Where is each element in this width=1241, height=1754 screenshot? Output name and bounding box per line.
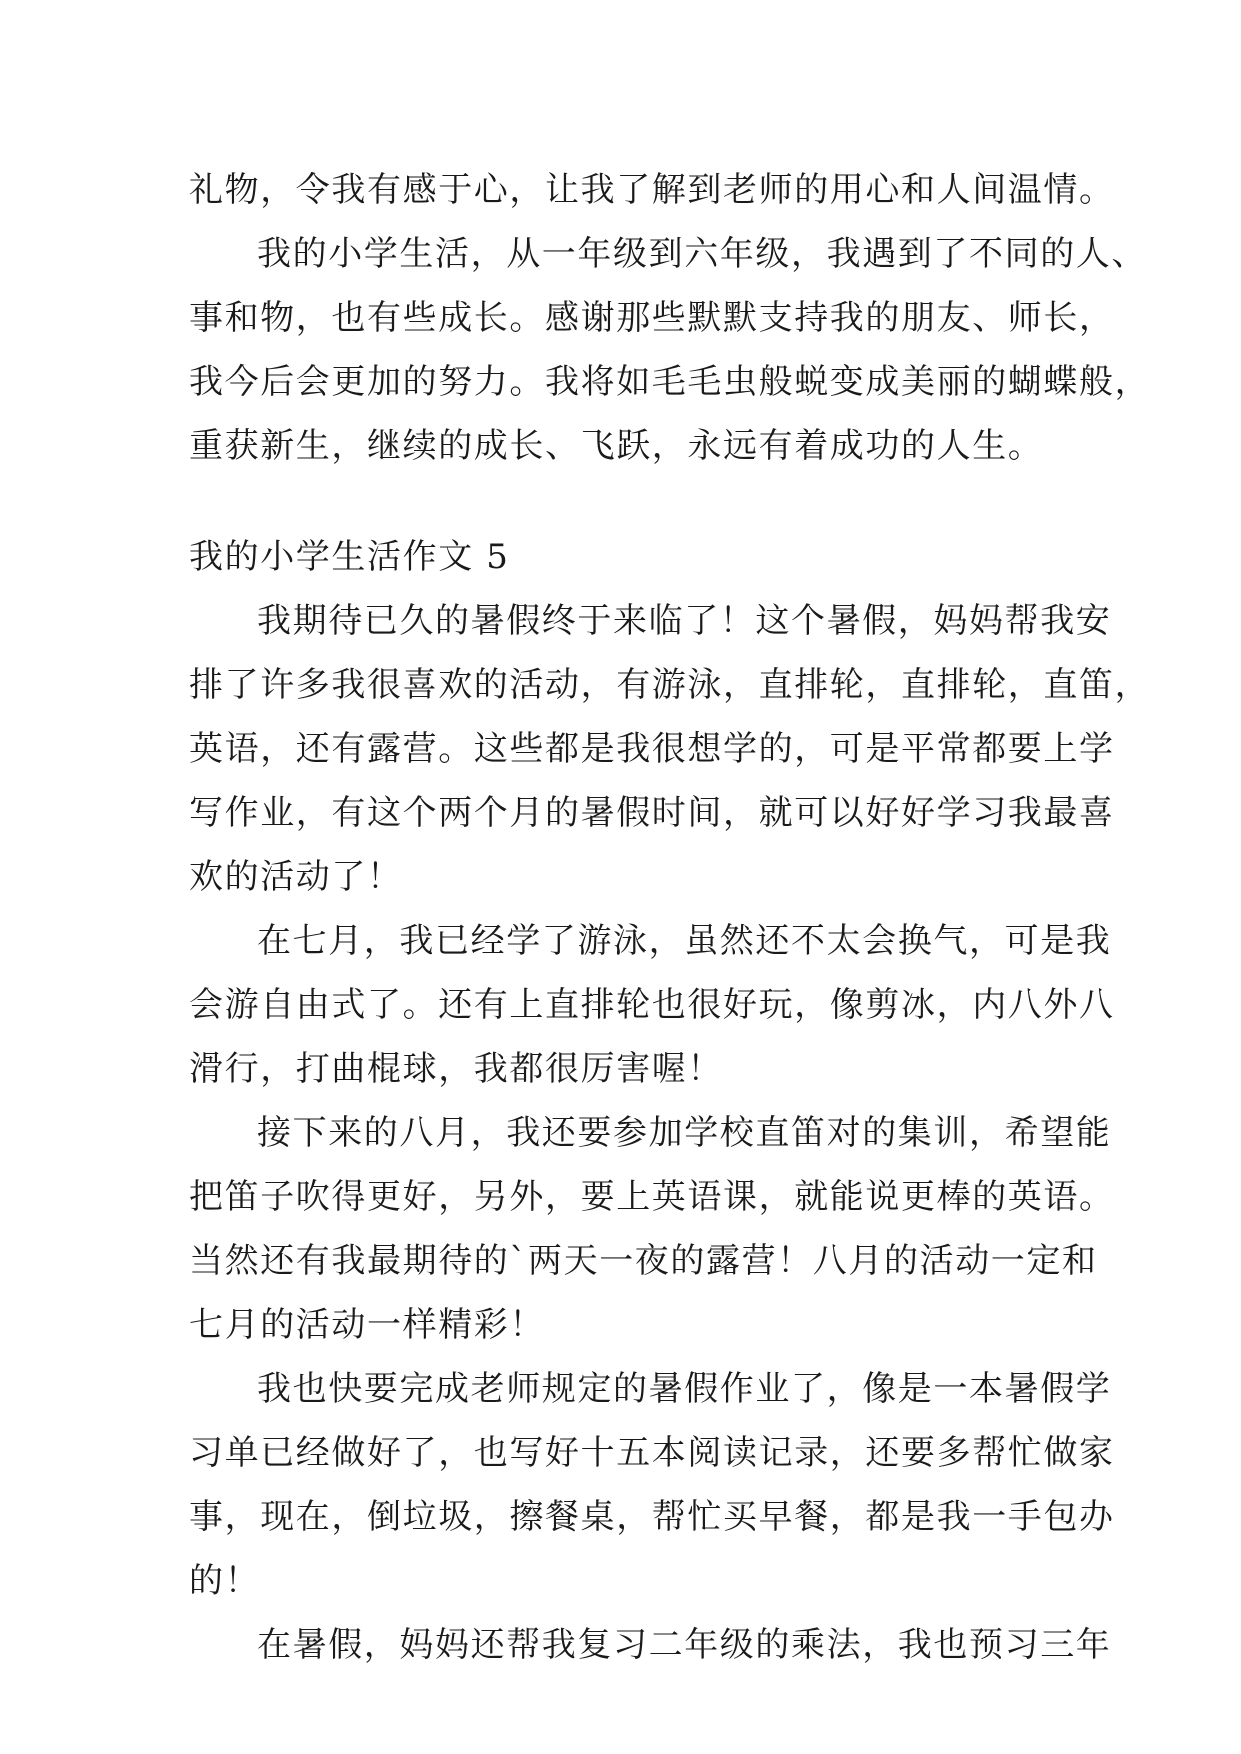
document-body [189, 158, 1151, 1677]
text-line: 我期待已久的暑假终于来临了！这个暑假，妈妈帮我安 [257, 601, 1112, 641]
text-line: 接下来的八月，我还要参加学校直笛对的集训，希望能 [257, 1113, 1112, 1153]
text-line: 在暑假，妈妈还帮我复习二年级的乘法，我也预习三年 [257, 1625, 1112, 1665]
text-line: 七月的活动一样精彩！ [189, 1305, 545, 1345]
text-line: 我今后会更加的努力。我将如毛毛虫般蜕变成美丽的蝴蝶般， [189, 362, 1151, 402]
text-line: 事和物，也有些成长。感谢那些默默支持我的朋友、师长， [189, 298, 1115, 338]
text-line: 当然还有我最期待的`两天一夜的露营！八月的活动一定和 [189, 1241, 1098, 1281]
paragraph-3 [189, 909, 1115, 1101]
text-line: 事，现在，倒垃圾，擦餐桌，帮忙买早餐，都是我一手包办 [189, 1497, 1115, 1537]
text-line: 欢的活动了！ [189, 857, 403, 897]
text-line: 的！ [189, 1561, 261, 1601]
text-line: 重获新生，继续的成长、飞跃，永远有着成功的人生。 [189, 426, 1044, 466]
paragraph-6 [189, 1613, 1112, 1677]
text-line: 习单已经做好了，也写好十五本阅读记录，还要多帮忙做家 [189, 1433, 1115, 1473]
section-heading [189, 525, 1079, 589]
text-line: 滑行，打曲棍球，我都很厉害喔！ [189, 1049, 723, 1089]
text-line: 礼物，令我有感于心，让我了解到老师的用心和人间温情。 [189, 170, 1115, 210]
text-line: 把笛子吹得更好，另外，要上英语课，就能说更棒的英语。 [189, 1177, 1115, 1217]
text-line: 在七月，我已经学了游泳，虽然还不太会换气，可是我 [257, 921, 1112, 961]
paragraph-1 [189, 222, 1151, 478]
text-line: 写作业，有这个两个月的暑假时间，就可以好好学习我最喜 [189, 793, 1115, 833]
text-line: 会游自由式了。还有上直排轮也很好玩，像剪冰，内八外八 [189, 985, 1115, 1025]
section-title: 我的小学生活作文 5 [189, 537, 510, 577]
paragraph-4 [189, 1101, 1115, 1357]
text-line: 我的小学生活，从一年级到六年级，我遇到了不同的人、 [257, 234, 1147, 274]
text-line: 我也快要完成老师规定的暑假作业了，像是一本暑假学 [257, 1369, 1112, 1409]
paragraph-2 [189, 589, 1151, 909]
text-line: 排了许多我很喜欢的活动，有游泳，直排轮，直排轮，直笛， [189, 665, 1151, 705]
text-line: 英语，还有露营。这些都是我很想学的，可是平常都要上学 [189, 729, 1115, 769]
paragraph-intro [189, 158, 1115, 222]
paragraph-5 [189, 1357, 1115, 1613]
